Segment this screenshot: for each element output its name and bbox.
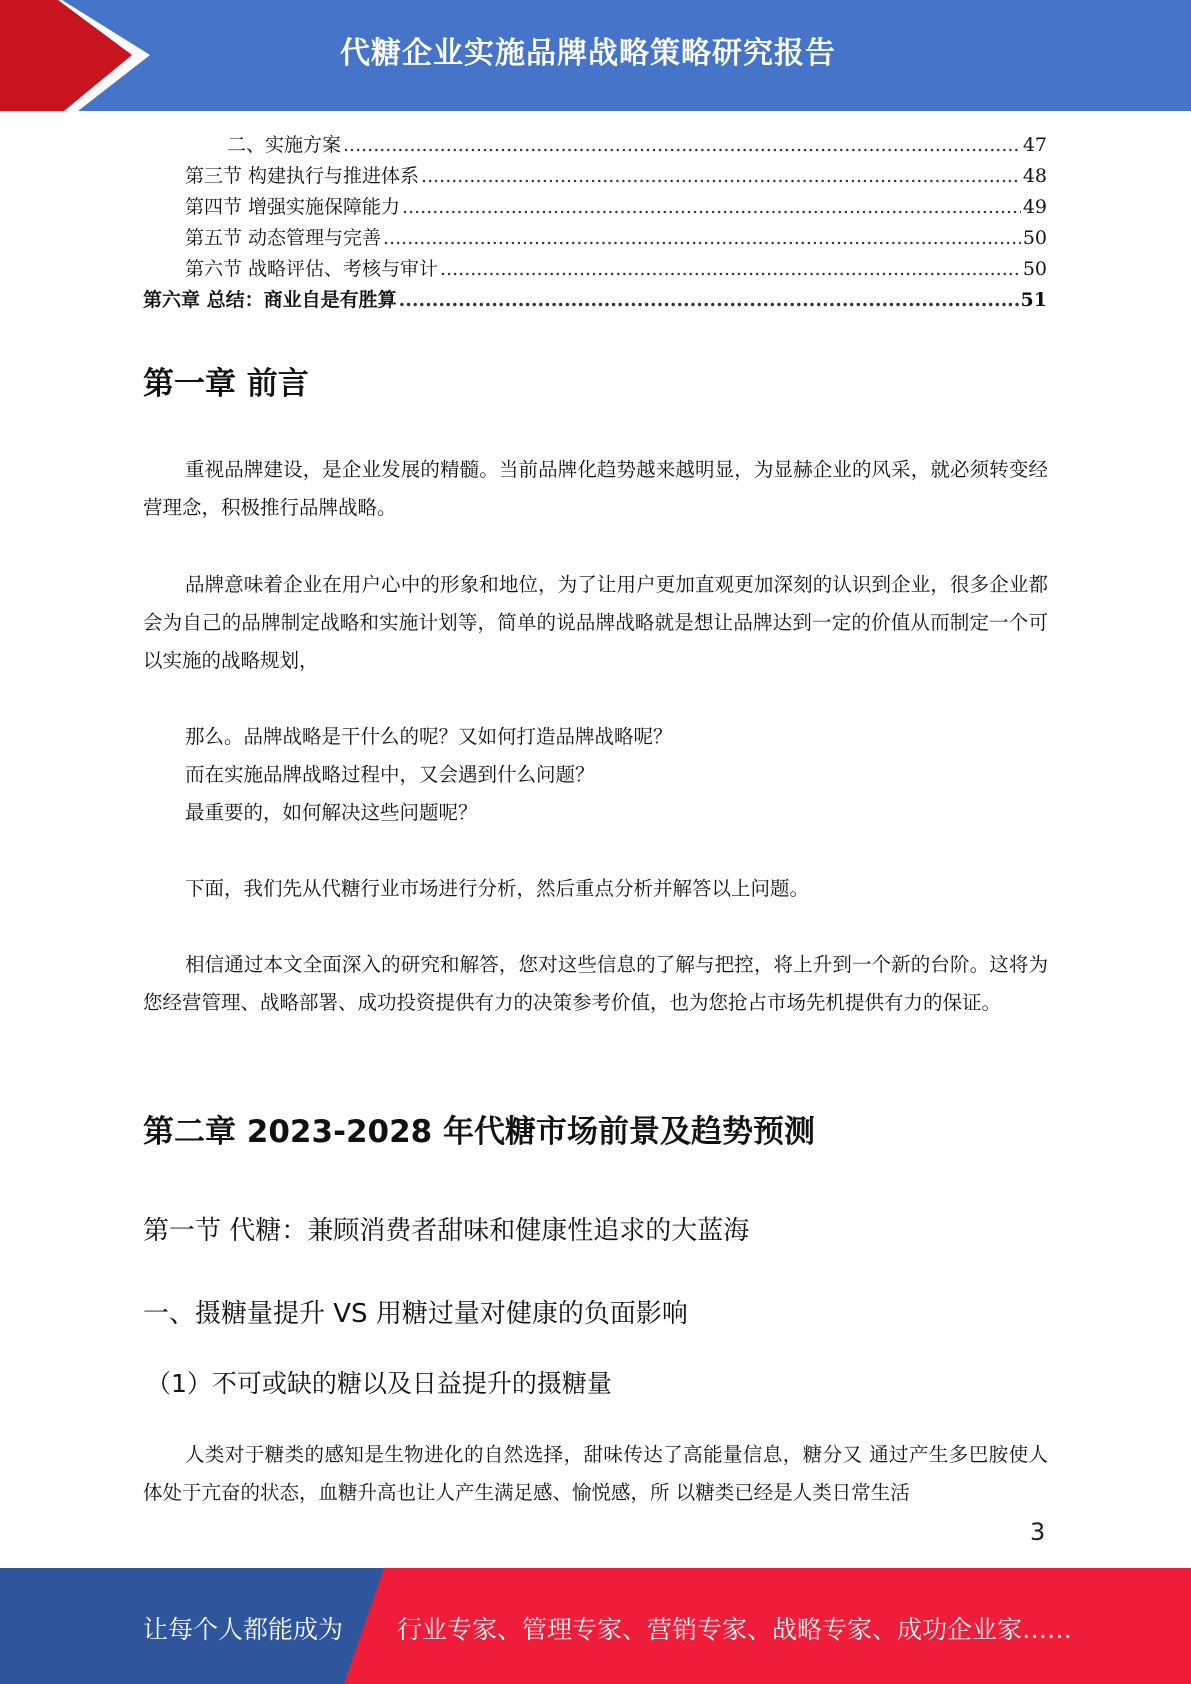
header-title: 代糖企业实施品牌战略策略研究报告	[340, 36, 836, 71]
toc-entry[interactable]	[143, 285, 1047, 316]
paragraph: 人类对于糖类的感知是生物进化的自然选择，甜味传达了高能量信息，糖分又 通过产生多巴胺使人体处于亢奋的状态，血糖升高也让人产生满足感、愉悦感，所 以糖类已经是人类日常生活	[143, 1443, 1048, 1504]
footer-slogan-right: 行业专家、管理专家、营销专家、战略专家、成功企业家……	[397, 1615, 1073, 1644]
chapter-title: 第一章 前言	[143, 366, 309, 402]
chapter-title: 第二章 2023-2028 年代糖市场前景及趋势预测	[143, 1114, 816, 1150]
toc-entry[interactable]	[143, 161, 1047, 192]
toc-entry-page: 47	[1022, 134, 1047, 156]
toc-entry[interactable]	[143, 192, 1047, 223]
toc-entry-label: 二、实施方案	[227, 134, 342, 156]
question-line: 那么。品牌战略是干什么的呢？又如何打造品牌战略呢？	[185, 725, 673, 748]
toc-entry-label: 第三节 构建执行与推进体系	[185, 165, 420, 187]
question-line: 最重要的，如何解决这些问题呢？	[185, 801, 478, 824]
page-footer	[0, 1568, 1191, 1684]
toc-entry-page: 50	[1022, 258, 1047, 280]
toc-leader-dots	[343, 134, 1021, 156]
page-number: 3	[1030, 1518, 1046, 1546]
toc-entry-page: 51	[1020, 289, 1047, 311]
subsection-title: 一、摄糖量提升 VS 用糖过量对健康的负面影响	[143, 1299, 688, 1329]
toc-entry[interactable]	[143, 254, 1047, 285]
toc-entry-label: 第四节 增强实施保障能力	[185, 196, 401, 218]
toc-entry[interactable]	[143, 130, 1047, 161]
toc-entry-label: 第六节 战略评估、考核与审计	[185, 258, 439, 280]
section-title: 第一节 代糖：兼顾消费者甜味和健康性追求的大蓝海	[143, 1216, 750, 1246]
paragraph: 下面，我们先从代糖行业市场进行分析，然后重点分析并解答以上问题。	[185, 877, 810, 900]
toc-entry-label: 第五节 动态管理与完善	[185, 227, 382, 249]
toc-leader-dots	[383, 227, 1021, 249]
toc-leader-dots	[402, 196, 1021, 218]
toc-entry-page: 48	[1022, 165, 1047, 187]
table-of-contents	[143, 130, 1047, 316]
toc-entry-label: 第六章 总结：商业自是有胜算	[143, 289, 397, 311]
page-header	[0, 0, 1191, 111]
toc-entry-page: 49	[1022, 196, 1047, 218]
toc-entry[interactable]	[143, 223, 1047, 254]
subsubsection-title: （1）不可或缺的糖以及日益提升的摄糖量	[146, 1369, 612, 1398]
toc-leader-dots	[421, 165, 1021, 187]
toc-leader-dots	[399, 289, 1019, 311]
header-chevron-graphic	[0, 0, 160, 111]
toc-leader-dots	[440, 258, 1021, 280]
paragraph: 重视品牌建设，是企业发展的精髓。当前品牌化趋势越来越明显，为显赫企业的风采，就必须转变经营理念，积极推行品牌战略。	[143, 458, 1048, 519]
paragraph: 品牌意味着企业在用户心中的形象和地位，为了让用户更加直观更加深刻的认识到企业，很多企业都会为自己的品牌制定战略和实施计划等，简单的说品牌战略就是想让品牌达到一定的价值从而制定一个可以实施的战略规划，	[143, 573, 1048, 672]
question-line: 而在实施品牌战略过程中，又会遇到什么问题？	[185, 763, 595, 786]
footer-slogan-left: 让每个人都能成为	[143, 1615, 344, 1644]
toc-entry-page: 50	[1022, 227, 1047, 249]
paragraph: 相信通过本文全面深入的研究和解答，您对这些信息的了解与把控，将上升到一个新的台阶。这将为您经营管理、战略部署、成功投资提供有力的决策参考价值，也为您抢占市场先机提供有力的保证。	[143, 953, 1048, 1014]
